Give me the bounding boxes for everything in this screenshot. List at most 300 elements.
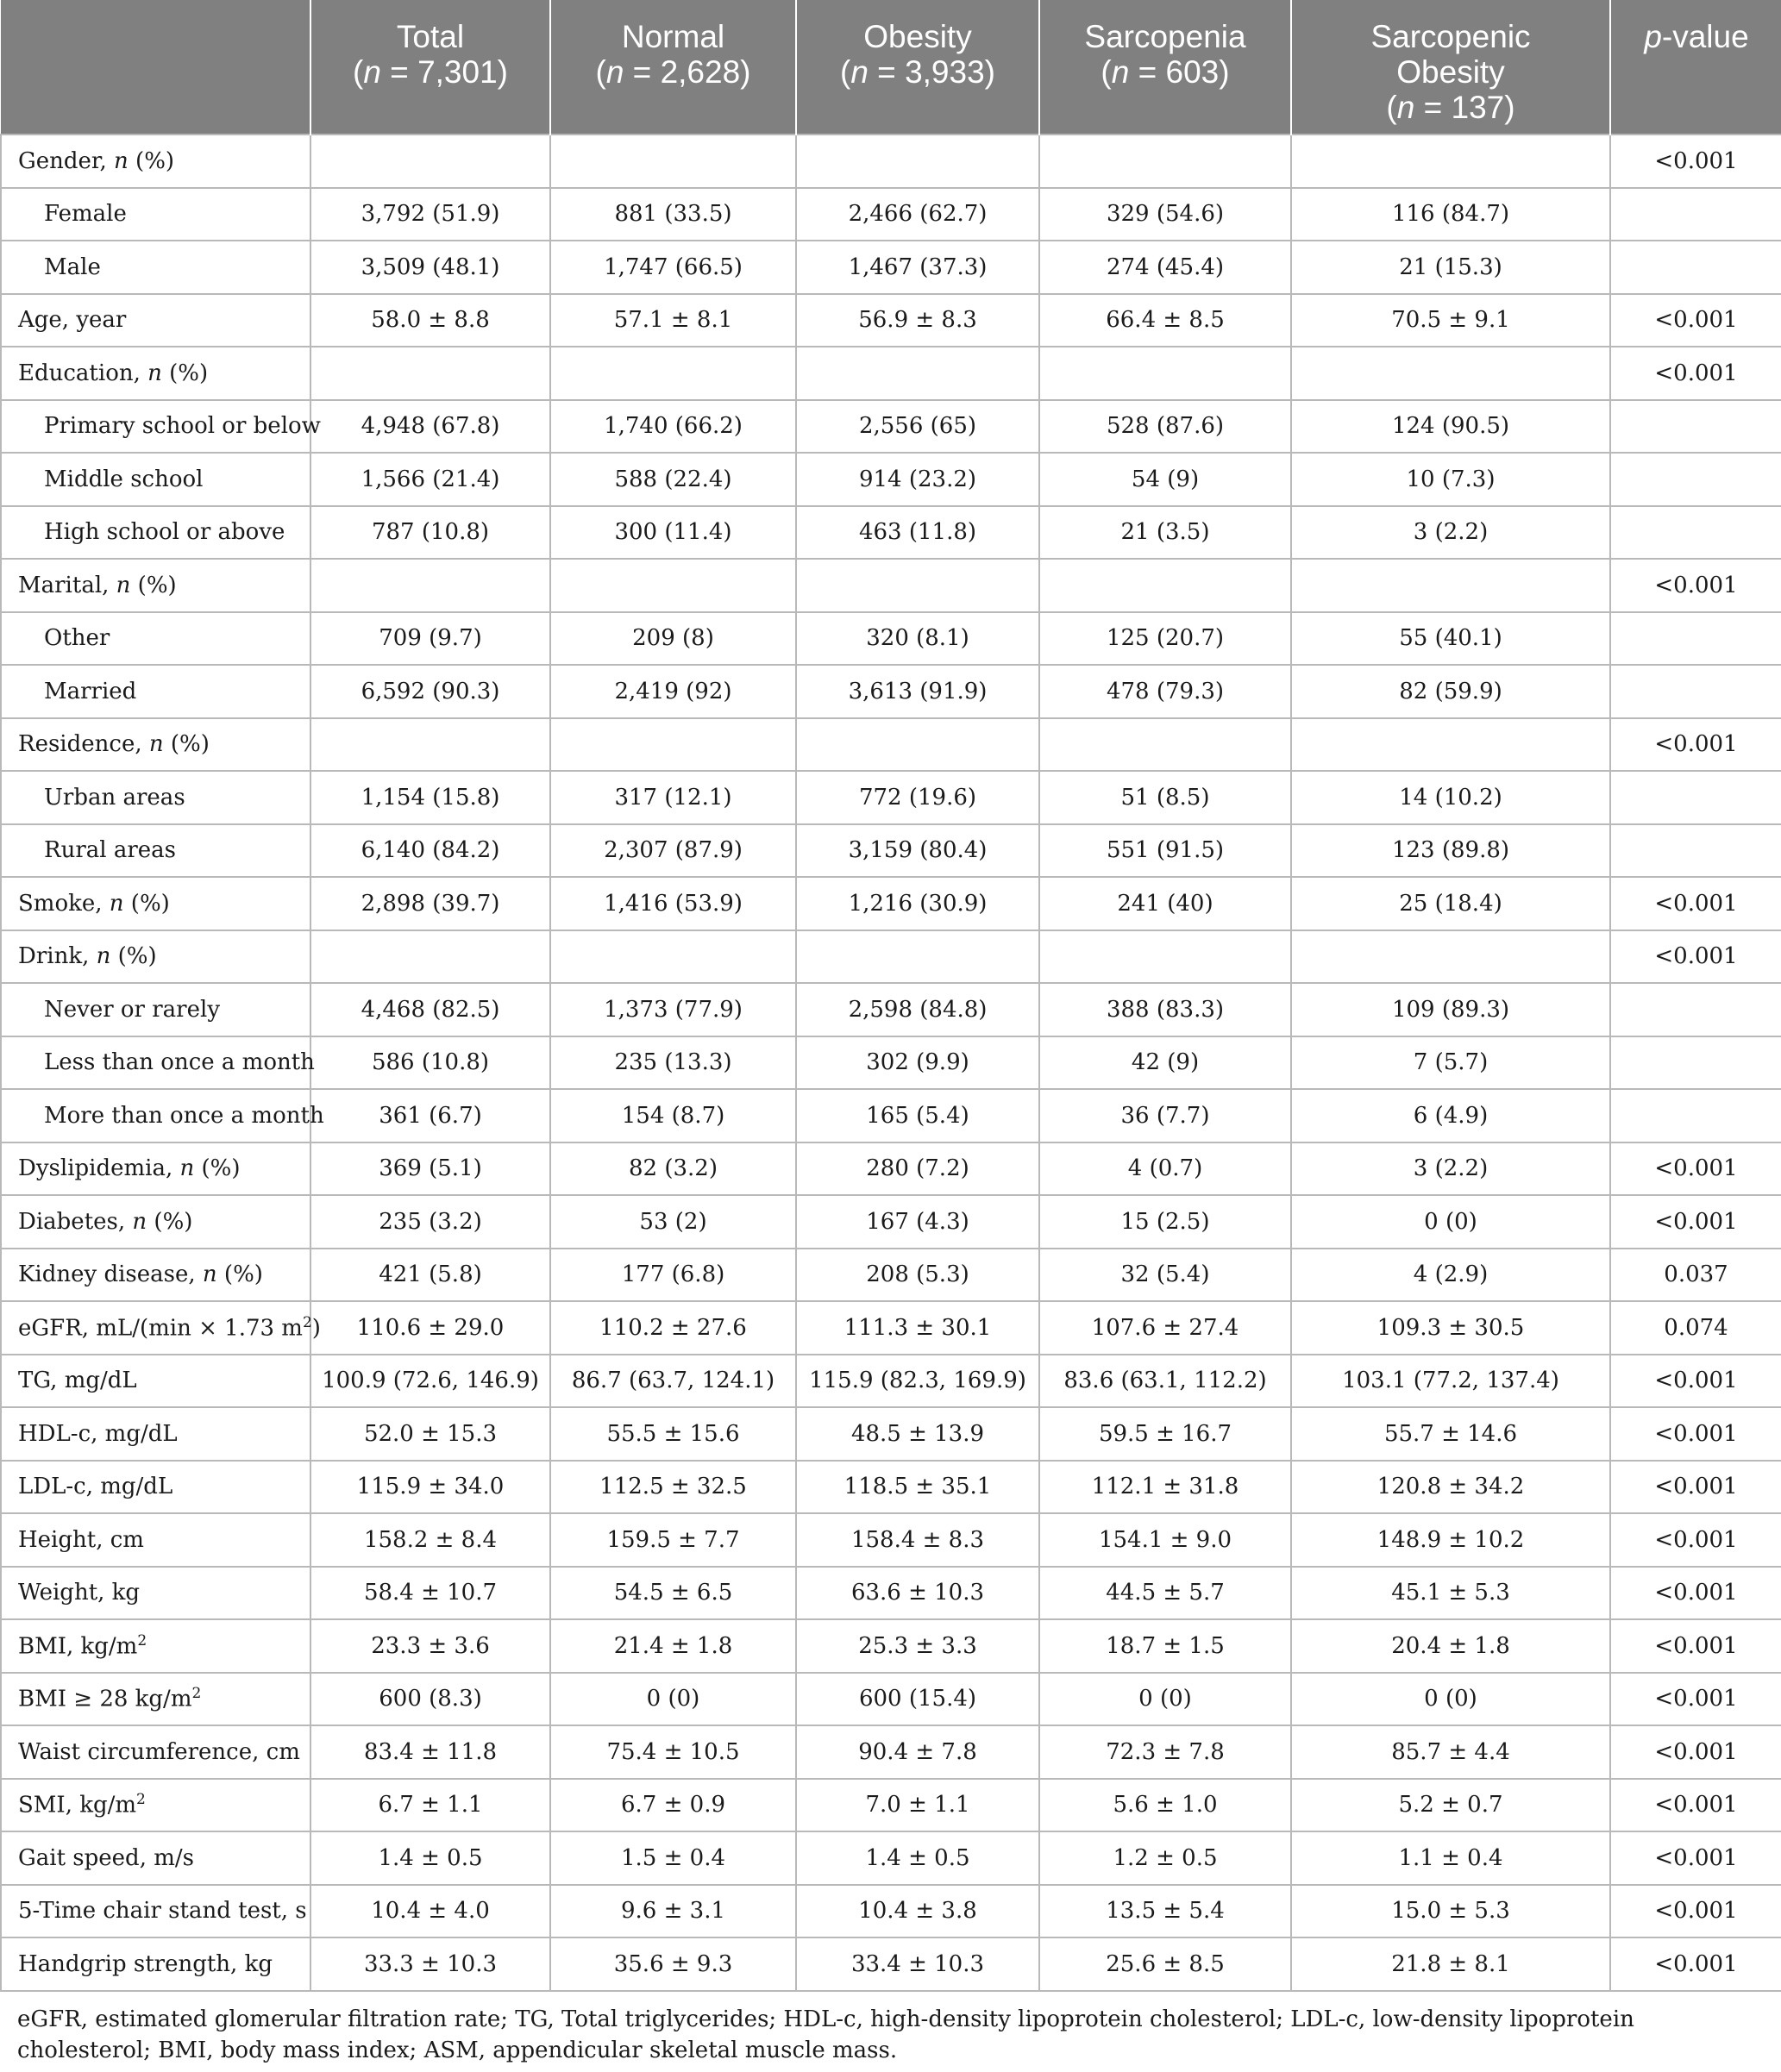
row-label-text: More than once a month (44, 1102, 324, 1129)
cell-pvalue: <0.001 (1610, 347, 1781, 400)
cell-value: 25.6 ± 8.5 (1039, 1937, 1291, 1991)
row-label-text: BMI ≥ 28 kg/m (18, 1687, 192, 1713)
table-row (1, 718, 1781, 772)
cell-pvalue: <0.001 (1610, 1567, 1781, 1620)
cell-value: 177 (6.8) (550, 1249, 796, 1302)
table-row (1, 1301, 1781, 1355)
cell-value: 42 (9) (1039, 1036, 1291, 1090)
cell-value (1291, 135, 1610, 188)
cell-value: 1,467 (37.3) (796, 241, 1039, 294)
n-symbol: n (850, 54, 869, 90)
cell-value: 235 (13.3) (550, 1036, 796, 1090)
cell-value: 55.5 ± 15.6 (550, 1407, 796, 1461)
row-label (1, 453, 310, 506)
cell-value: 18.7 ± 1.5 (1039, 1619, 1291, 1673)
cell-value: 463 (11.8) (796, 506, 1039, 560)
cell-value: 0 (0) (1291, 1673, 1610, 1726)
n-count: = 3,933) (868, 54, 995, 90)
cell-value: 2,466 (62.7) (796, 188, 1039, 241)
cell-value: 329 (54.6) (1039, 188, 1291, 241)
cell-value: 3,509 (48.1) (310, 241, 550, 294)
row-label-text: TG, mg/dL (18, 1368, 137, 1394)
table-row (1, 983, 1781, 1036)
row-label (1, 1142, 310, 1196)
cell-value: 116 (84.7) (1291, 188, 1610, 241)
cell-value: 7 (5.7) (1291, 1036, 1610, 1090)
cell-pvalue (1610, 453, 1781, 506)
n-symbol: n (1111, 54, 1130, 90)
row-label (1, 1089, 324, 1142)
table-row (1, 400, 1781, 454)
cell-value: 57.1 ± 8.1 (550, 294, 796, 347)
cell-pvalue (1610, 824, 1781, 878)
cell-value (796, 930, 1039, 984)
cell-value: 59.5 ± 16.7 (1039, 1407, 1291, 1461)
cell-value: 51 (8.5) (1039, 771, 1291, 824)
cell-value: 58.4 ± 10.7 (310, 1567, 550, 1620)
cell-value: 1,154 (15.8) (310, 771, 550, 824)
cell-pvalue (1610, 983, 1781, 1036)
cell-value: 1,566 (21.4) (310, 453, 550, 506)
cell-value: 6.7 ± 1.1 (310, 1779, 550, 1832)
row-label (1, 1461, 310, 1514)
cell-pvalue: 0.037 (1610, 1249, 1781, 1302)
cell-value: 165 (5.4) (796, 1089, 1039, 1142)
n-prefix: ( (595, 54, 606, 90)
cell-value: 44.5 ± 5.7 (1039, 1567, 1291, 1620)
cell-value: 9.6 ± 3.1 (550, 1885, 796, 1938)
row-label-tail: ) (311, 1315, 321, 1342)
cell-pvalue: <0.001 (1610, 1355, 1781, 1408)
n-prefix: ( (840, 54, 851, 90)
row-label-text: Middle school (44, 466, 204, 492)
cell-pvalue: <0.001 (1610, 930, 1781, 984)
cell-value (310, 347, 550, 400)
row-label (1, 824, 310, 878)
cell-value: 881 (33.5) (550, 188, 796, 241)
header-col-name: Obesity (863, 19, 972, 54)
cell-value: 0 (0) (1039, 1673, 1291, 1726)
cell-value: 154.1 ± 9.0 (1039, 1513, 1291, 1567)
cell-pvalue: 0.074 (1610, 1301, 1781, 1355)
p-symbol: p (1644, 19, 1662, 54)
row-label-text: Female (44, 201, 127, 228)
row-label (1, 1036, 315, 1090)
cell-value: 112.5 ± 32.5 (550, 1461, 796, 1514)
cell-value: 123 (89.8) (1291, 824, 1610, 878)
header-col-name: Sarcopenic (1370, 19, 1531, 54)
cell-value: 600 (8.3) (310, 1673, 550, 1726)
cell-value (1291, 930, 1610, 984)
table-row (1, 1937, 1781, 1991)
row-label-text: Primary school or below (44, 413, 321, 440)
table-row (1, 241, 1781, 294)
cell-value: 3,159 (80.4) (796, 824, 1039, 878)
cell-value (550, 930, 796, 984)
cell-pvalue: <0.001 (1610, 1885, 1781, 1938)
row-label-text: Less than once a month (44, 1049, 315, 1076)
cell-value (1039, 347, 1291, 400)
cell-value: 107.6 ± 27.4 (1039, 1301, 1291, 1355)
cell-value: 4,948 (67.8) (310, 400, 550, 454)
cell-value: 52.0 ± 15.3 (310, 1407, 550, 1461)
row-label-text: HDL-c, mg/dL (18, 1420, 178, 1447)
table-row (1, 1779, 1781, 1832)
n-count: = 7,301) (380, 54, 508, 90)
cell-value: 55 (40.1) (1291, 612, 1610, 666)
cell-value: 90.4 ± 7.8 (796, 1725, 1039, 1779)
row-label-text: eGFR, mL/(min × 1.73 m (18, 1315, 303, 1342)
row-label-text: Other (44, 625, 110, 652)
row-label (1, 1513, 310, 1567)
cell-value: 54 (9) (1039, 453, 1291, 506)
row-label-italic: n (114, 147, 129, 174)
cell-value: 25 (18.4) (1291, 877, 1610, 930)
cell-value: 33.3 ± 10.3 (310, 1937, 550, 1991)
cell-value: 83.4 ± 11.8 (310, 1725, 550, 1779)
table-row (1, 1725, 1781, 1779)
cell-value (1039, 930, 1291, 984)
row-label-text: Age, year (18, 307, 127, 334)
cell-value: 5.2 ± 0.7 (1291, 1779, 1610, 1832)
table-row (1, 559, 1781, 612)
cell-value: 115.9 ± 34.0 (310, 1461, 550, 1514)
row-label-text: Residence, (18, 731, 149, 758)
header-col-n (558, 54, 788, 90)
cell-value: 75.4 ± 10.5 (550, 1725, 796, 1779)
row-label-text: Handgrip strength, kg (18, 1950, 273, 1977)
row-label-italic: n (109, 890, 124, 917)
header-col-name-line2: Obesity (1396, 54, 1505, 90)
row-label (1, 294, 310, 347)
cell-value: 148.9 ± 10.2 (1291, 1513, 1610, 1567)
cell-value: 82 (3.2) (550, 1142, 796, 1196)
cell-value: 21 (15.3) (1291, 241, 1610, 294)
table-row (1, 347, 1781, 400)
cell-value: 0 (0) (1291, 1195, 1610, 1249)
cell-value: 528 (87.6) (1039, 400, 1291, 454)
cell-value (1291, 559, 1610, 612)
cell-value: 7.0 ± 1.1 (796, 1779, 1039, 1832)
header-row (1, 0, 1781, 135)
cell-pvalue: <0.001 (1610, 559, 1781, 612)
cell-value: 6 (4.9) (1291, 1089, 1610, 1142)
header-col-4 (1291, 0, 1610, 135)
row-label-text: Smoke, (18, 890, 110, 917)
cell-value: 63.6 ± 10.3 (796, 1567, 1039, 1620)
n-prefix: ( (353, 54, 364, 90)
cell-value: 2,598 (84.8) (796, 983, 1039, 1036)
cell-value: 302 (9.9) (796, 1036, 1039, 1090)
cell-value: 1,216 (30.9) (796, 877, 1039, 930)
cell-value: 6.7 ± 0.9 (550, 1779, 796, 1832)
cell-value: 103.1 (77.2, 137.4) (1291, 1355, 1610, 1408)
row-label-text: Waist circumference, cm (18, 1738, 300, 1765)
cell-value (796, 347, 1039, 400)
cell-pvalue (1610, 1036, 1781, 1090)
cell-value (310, 930, 550, 984)
row-label-tail: (%) (194, 1155, 241, 1182)
header-pvalue (1610, 0, 1781, 135)
row-label-text: Weight, kg (18, 1580, 141, 1606)
cell-value: 1.5 ± 0.4 (550, 1831, 796, 1885)
row-label (1, 135, 310, 188)
cell-pvalue: <0.001 (1610, 1619, 1781, 1673)
row-label (1, 1195, 310, 1249)
row-label-text: Education, (18, 360, 148, 386)
cell-value (796, 559, 1039, 612)
cell-pvalue (1610, 1089, 1781, 1142)
cell-value: 10 (7.3) (1291, 453, 1610, 506)
cell-value: 4 (0.7) (1039, 1142, 1291, 1196)
cell-value: 20.4 ± 1.8 (1291, 1619, 1610, 1673)
table-row (1, 1461, 1781, 1514)
cell-value: 10.4 ± 3.8 (796, 1885, 1039, 1938)
cell-value: 72.3 ± 7.8 (1039, 1725, 1291, 1779)
row-label-text: Height, cm (18, 1526, 144, 1553)
cell-value: 25.3 ± 3.3 (796, 1619, 1039, 1673)
row-label-text: Gender, (18, 147, 115, 174)
cell-value: 209 (8) (550, 612, 796, 666)
cell-pvalue: <0.001 (1610, 1461, 1781, 1514)
cell-value: 600 (15.4) (796, 1673, 1039, 1726)
cell-value: 33.4 ± 10.3 (796, 1937, 1039, 1991)
n-count: = 2,628) (624, 54, 751, 90)
n-prefix: ( (1386, 90, 1397, 125)
cell-value (310, 718, 550, 772)
cell-value: 111.3 ± 30.1 (796, 1301, 1039, 1355)
row-label-superscript: 2 (191, 1685, 202, 1703)
row-label-text: Gait speed, m/s (18, 1844, 194, 1871)
row-label-text: Diabetes, (18, 1208, 133, 1235)
n-symbol: n (1396, 90, 1415, 125)
cell-value: 112.1 ± 31.8 (1039, 1461, 1291, 1514)
cell-value: 14 (10.2) (1291, 771, 1610, 824)
cell-value: 124 (90.5) (1291, 400, 1610, 454)
row-label (1, 400, 321, 454)
cell-value: 53 (2) (550, 1195, 796, 1249)
cell-value: 110.2 ± 27.6 (550, 1301, 796, 1355)
row-label-superscript: 2 (137, 1631, 147, 1649)
table-row (1, 1142, 1781, 1196)
cell-value: 83.6 (63.1, 112.2) (1039, 1355, 1291, 1408)
cell-value: 300 (11.4) (550, 506, 796, 560)
cell-value: 2,898 (39.7) (310, 877, 550, 930)
cell-pvalue (1610, 506, 1781, 560)
cell-value: 241 (40) (1039, 877, 1291, 930)
row-label-italic: n (179, 1155, 195, 1182)
row-label (1, 718, 310, 772)
cell-value: 361 (6.7) (310, 1089, 550, 1142)
cell-value: 5.6 ± 1.0 (1039, 1779, 1291, 1832)
header-col-3 (1039, 0, 1291, 135)
table-row (1, 294, 1781, 347)
header-col-n (318, 54, 542, 90)
cell-value: 120.8 ± 34.2 (1291, 1461, 1610, 1514)
cell-value (1039, 559, 1291, 612)
cell-value: 1.4 ± 0.5 (796, 1831, 1039, 1885)
row-label-text: Rural areas (44, 837, 176, 864)
p-label: -value (1661, 19, 1749, 54)
header-col-name: Sarcopenia (1084, 19, 1246, 54)
header-col-n (1299, 90, 1602, 125)
cell-value: 317 (12.1) (550, 771, 796, 824)
cell-value: 274 (45.4) (1039, 241, 1291, 294)
row-label (1, 877, 310, 930)
row-label (1, 241, 310, 294)
cell-pvalue (1610, 188, 1781, 241)
cell-value: 772 (19.6) (796, 771, 1039, 824)
row-label-text: Dyslipidemia, (18, 1155, 180, 1182)
row-label-tail: (%) (163, 731, 210, 758)
cell-value: 421 (5.8) (310, 1249, 550, 1302)
table-footnote: eGFR, estimated glomerular filtration rate; TG, Total triglycerides; HDL-c, high-density lipoprotein cholesterol; LDL-c, low-density lipoprotein cholesterol; BMI, body mass index; ASM, appendicular skeletal muscle mass. (17, 2006, 1634, 2063)
table-row (1, 1089, 1781, 1142)
cell-value: 551 (91.5) (1039, 824, 1291, 878)
cell-value: 45.1 ± 5.3 (1291, 1567, 1610, 1620)
table-row (1, 824, 1781, 878)
cell-value: 109.3 ± 30.5 (1291, 1301, 1610, 1355)
cell-pvalue: <0.001 (1610, 1831, 1781, 1885)
row-label (1, 1567, 310, 1620)
cell-value: 66.4 ± 8.5 (1039, 294, 1291, 347)
cell-value: 586 (10.8) (310, 1036, 550, 1090)
cell-value: 6,592 (90.3) (310, 665, 550, 718)
cell-value (550, 347, 796, 400)
cell-value: 0 (0) (550, 1673, 796, 1726)
cell-value: 100.9 (72.6, 146.9) (310, 1355, 550, 1408)
cell-value (796, 135, 1039, 188)
row-label-tail: (%) (110, 943, 157, 970)
row-label-text: SMI, kg/m (18, 1793, 137, 1819)
cell-value: 21.4 ± 1.8 (550, 1619, 796, 1673)
cell-value (796, 718, 1039, 772)
row-label-tail: (%) (161, 360, 209, 386)
cell-value: 115.9 (82.3, 169.9) (796, 1355, 1039, 1408)
cell-value: 2,307 (87.9) (550, 824, 796, 878)
cell-value: 4 (2.9) (1291, 1249, 1610, 1302)
cell-value: 235 (3.2) (310, 1195, 550, 1249)
row-label-italic: n (132, 1208, 147, 1235)
row-label-text: Male (44, 254, 101, 280)
cell-value: 1,747 (66.5) (550, 241, 796, 294)
cell-value: 369 (5.1) (310, 1142, 550, 1196)
table-row (1, 930, 1781, 984)
table-row (1, 1567, 1781, 1620)
cell-value: 3,792 (51.9) (310, 188, 550, 241)
cell-value: 21.8 ± 8.1 (1291, 1937, 1610, 1991)
header-col-n (1047, 54, 1283, 90)
cell-value (1039, 135, 1291, 188)
header-col-name: Total (396, 19, 465, 54)
cell-value: 82 (59.9) (1291, 665, 1610, 718)
row-label-text: Urban areas (44, 784, 185, 811)
cell-pvalue: <0.001 (1610, 1195, 1781, 1249)
row-label (1, 1355, 310, 1408)
cell-value: 15 (2.5) (1039, 1195, 1291, 1249)
cell-value: 118.5 ± 35.1 (796, 1461, 1039, 1514)
cell-pvalue (1610, 241, 1781, 294)
row-label-tail: (%) (147, 1208, 193, 1235)
cell-value (1291, 347, 1610, 400)
cell-value: 1,740 (66.2) (550, 400, 796, 454)
cell-value: 159.5 ± 7.7 (550, 1513, 796, 1567)
row-label-text: Drink, (18, 943, 97, 970)
cell-pvalue: <0.001 (1610, 1142, 1781, 1196)
table-row (1, 506, 1781, 560)
row-label (1, 1249, 310, 1302)
header-col-name: Normal (621, 19, 725, 54)
table-row (1, 771, 1781, 824)
cell-value: 158.2 ± 8.4 (310, 1513, 550, 1567)
table-row (1, 1249, 1781, 1302)
cell-value: 709 (9.7) (310, 612, 550, 666)
cell-pvalue (1610, 665, 1781, 718)
cell-value: 109 (89.3) (1291, 983, 1610, 1036)
cell-pvalue (1610, 771, 1781, 824)
row-label (1, 506, 310, 560)
cell-value: 154 (8.7) (550, 1089, 796, 1142)
row-label (1, 1407, 310, 1461)
table-row (1, 665, 1781, 718)
cell-value (550, 559, 796, 612)
row-label (1, 559, 310, 612)
cell-value: 32 (5.4) (1039, 1249, 1291, 1302)
cell-value: 588 (22.4) (550, 453, 796, 506)
cell-value: 2,419 (92) (550, 665, 796, 718)
cell-value: 21 (3.5) (1039, 506, 1291, 560)
header-col-1 (550, 0, 796, 135)
cell-value: 167 (4.3) (796, 1195, 1039, 1249)
header-stub (1, 0, 310, 135)
table-row (1, 1355, 1781, 1408)
cell-value: 2,556 (65) (796, 400, 1039, 454)
row-label (1, 1301, 321, 1355)
cell-value (550, 135, 796, 188)
table-row (1, 1831, 1781, 1885)
cell-value: 1.1 ± 0.4 (1291, 1831, 1610, 1885)
cell-pvalue (1610, 612, 1781, 666)
cell-value: 86.7 (63.7, 124.1) (550, 1355, 796, 1408)
cell-value: 3,613 (91.9) (796, 665, 1039, 718)
cell-pvalue: <0.001 (1610, 1673, 1781, 1726)
n-count: = 603) (1129, 54, 1230, 90)
row-label (1, 665, 310, 718)
table-row (1, 1673, 1781, 1726)
cell-pvalue: <0.001 (1610, 718, 1781, 772)
cell-value: 280 (7.2) (796, 1142, 1039, 1196)
row-label-text: BMI, kg/m (18, 1633, 138, 1660)
row-label-tail: (%) (128, 147, 175, 174)
cell-value: 110.6 ± 29.0 (310, 1301, 550, 1355)
table-row (1, 612, 1781, 666)
table-row (1, 1036, 1781, 1090)
row-label-tail: (%) (216, 1261, 263, 1288)
cell-value (1039, 718, 1291, 772)
row-label (1, 1725, 310, 1779)
cell-value: 158.4 ± 8.3 (796, 1513, 1039, 1567)
cell-value: 15.0 ± 5.3 (1291, 1885, 1610, 1938)
table-row (1, 188, 1781, 241)
n-prefix: ( (1101, 54, 1112, 90)
cell-pvalue: <0.001 (1610, 1779, 1781, 1832)
cell-value: 3 (2.2) (1291, 1142, 1610, 1196)
cell-value: 3 (2.2) (1291, 506, 1610, 560)
row-label-italic: n (202, 1261, 217, 1288)
cell-value: 6,140 (84.2) (310, 824, 550, 878)
header-col-2 (796, 0, 1039, 135)
cell-value (310, 559, 550, 612)
